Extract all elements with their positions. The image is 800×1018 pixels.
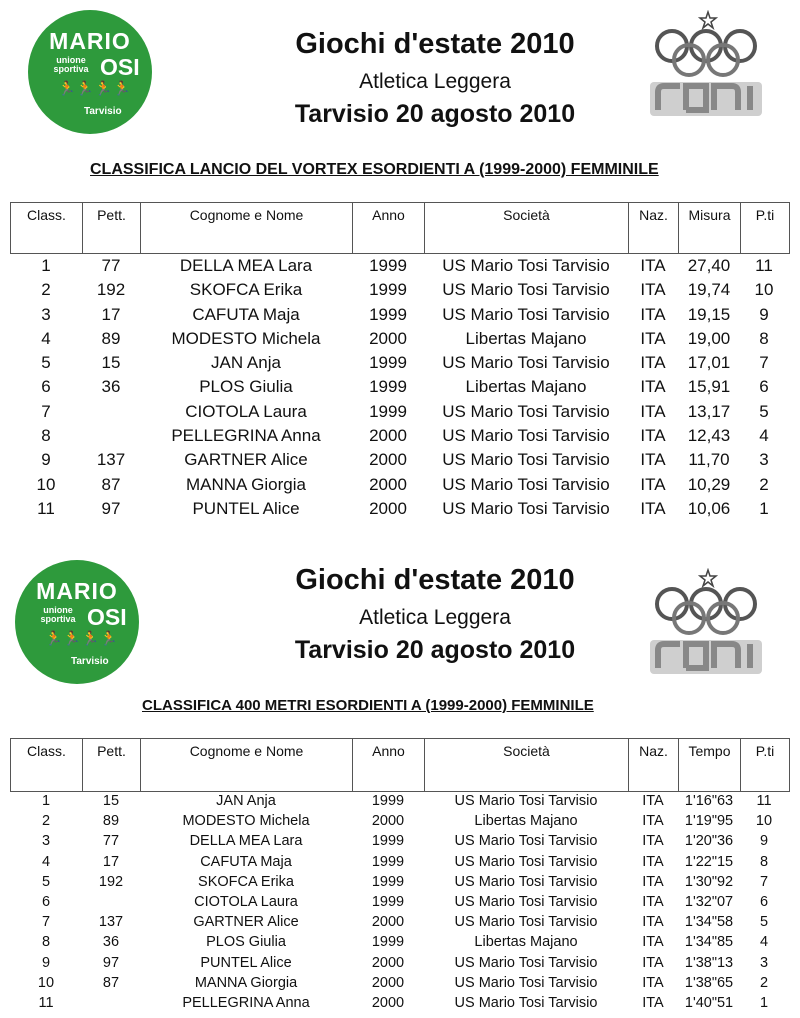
cell-bib: 137 — [96, 450, 126, 470]
cell-birth-year: 1999 — [371, 793, 405, 809]
cell-athlete-name: GARTNER Alice — [184, 450, 308, 470]
cell-athlete-name: JAN Anja — [216, 793, 276, 809]
cell-result: 10,29 — [687, 474, 731, 494]
col-header-name: Cognome e Nome — [141, 739, 353, 791]
event-subtitle: Atletica Leggera — [359, 70, 511, 93]
cell-nation: ITA — [640, 450, 666, 470]
table-row — [10, 932, 788, 952]
table-row — [10, 303, 788, 327]
cell-rank: 2 — [41, 813, 51, 830]
cell-nation: ITA — [642, 974, 664, 991]
cell-points: 10 — [755, 813, 773, 830]
cell-points: 1 — [759, 498, 769, 518]
table-row — [10, 327, 788, 351]
cell-points: 4 — [759, 426, 769, 446]
cell-bib: 15 — [102, 793, 120, 809]
cell-points: 8 — [759, 328, 769, 348]
cell-result: 1'22"15 — [684, 853, 734, 870]
runners-icon: 🏃🏃🏃🏃 — [58, 80, 132, 96]
cell-club: US Mario Tosi Tarvisio — [454, 914, 598, 931]
table-row — [10, 872, 788, 892]
cell-result: 19,00 — [687, 328, 731, 348]
cell-result: 27,40 — [687, 256, 731, 275]
cell-nation: ITA — [640, 328, 666, 348]
cell-club: US Mario Tosi Tarvisio — [454, 853, 598, 870]
cell-athlete-name: JAN Anja — [211, 353, 281, 373]
club-logo-subtitle: unione sportiva — [53, 55, 89, 74]
cell-bib: 36 — [101, 377, 121, 397]
club-logo-town: Tarvisio — [84, 106, 122, 117]
cell-nation: ITA — [640, 256, 666, 275]
cell-nation: ITA — [640, 426, 666, 446]
cell-rank: 3 — [41, 833, 51, 850]
cell-athlete-name: MODESTO Michela — [182, 813, 310, 830]
cell-points: 6 — [759, 377, 769, 397]
cell-birth-year: 1999 — [371, 833, 405, 850]
cell-rank: 6 — [41, 377, 51, 397]
table-row — [10, 497, 788, 521]
cell-nation: ITA — [642, 954, 664, 971]
cell-points: 7 — [759, 873, 769, 890]
cell-club: US Mario Tosi Tarvisio — [442, 450, 610, 470]
cell-result: 1'34"58 — [684, 914, 734, 931]
col-header-nation: Naz. — [629, 739, 679, 791]
results-table-body — [10, 254, 788, 521]
club-logo-tosi: OSI — [100, 54, 140, 80]
cell-birth-year: 1999 — [369, 401, 407, 421]
cell-bib — [82, 993, 140, 1013]
cell-nation: ITA — [642, 873, 664, 890]
cell-points: 11 — [756, 793, 772, 809]
club-logo-tosi: OSI — [87, 604, 127, 630]
cell-points: 10 — [754, 280, 774, 300]
table-row — [10, 473, 788, 497]
cell-club: US Mario Tosi Tarvisio — [442, 304, 610, 324]
cell-rank: 10 — [37, 974, 55, 991]
cell-bib: 36 — [102, 934, 120, 951]
coni-logo-icon — [646, 10, 766, 120]
club-logo-town: Tarvisio — [71, 656, 109, 667]
club-logo-mario: MARIO — [36, 578, 118, 604]
cell-bib: 192 — [96, 280, 126, 300]
cell-athlete-name: PLOS Giulia — [199, 377, 293, 397]
cell-points: 9 — [759, 833, 769, 850]
cell-points: 1 — [759, 994, 769, 1011]
cell-club: US Mario Tosi Tarvisio — [454, 873, 598, 890]
table-row — [10, 953, 788, 973]
table-row — [10, 892, 788, 912]
cell-nation: ITA — [642, 914, 664, 931]
cell-points: 9 — [759, 304, 769, 324]
cell-birth-year: 1999 — [369, 304, 407, 324]
coni-logo-icon — [646, 568, 766, 678]
cell-bib — [82, 400, 140, 424]
cell-birth-year: 2000 — [369, 328, 407, 348]
cell-birth-year: 2000 — [369, 426, 407, 446]
cell-athlete-name: CAFUTA Maja — [200, 853, 292, 870]
cell-birth-year: 2000 — [369, 450, 407, 470]
col-header-name: Cognome e Nome — [141, 203, 353, 253]
cell-nation: ITA — [640, 401, 666, 421]
cell-bib — [82, 424, 140, 448]
cell-club: US Mario Tosi Tarvisio — [454, 974, 598, 991]
cell-result: 19,15 — [687, 304, 731, 324]
cell-club: US Mario Tosi Tarvisio — [454, 893, 598, 910]
cell-club: US Mario Tosi Tarvisio — [454, 833, 598, 850]
cell-bib: 15 — [101, 353, 121, 373]
cell-result: 1'40"51 — [684, 994, 734, 1011]
cell-club: US Mario Tosi Tarvisio — [454, 793, 598, 809]
cell-result: 17,01 — [687, 353, 731, 373]
cell-rank: 11 — [37, 498, 55, 518]
cell-birth-year: 2000 — [371, 954, 405, 971]
cell-bib: 77 — [101, 256, 121, 275]
cell-rank: 1 — [41, 256, 51, 275]
cell-birth-year: 1999 — [369, 377, 407, 397]
cell-bib: 17 — [102, 853, 120, 870]
cell-birth-year: 2000 — [371, 994, 405, 1011]
cell-bib: 17 — [101, 304, 121, 324]
ranking-title: CLASSIFICA LANCIO DEL VORTEX ESORDIENTI A (1999-2000) FEMMINILE — [90, 161, 659, 178]
cell-nation: ITA — [640, 377, 666, 397]
table-header — [10, 202, 790, 254]
cell-result: 1'19"95 — [684, 813, 734, 830]
cell-athlete-name: DELLA MEA Lara — [189, 833, 303, 850]
cell-result: 19,74 — [687, 280, 731, 300]
cell-result: 1'38"13 — [684, 954, 734, 971]
table-header — [10, 738, 790, 792]
cell-rank: 5 — [41, 353, 51, 373]
cell-rank: 5 — [41, 873, 51, 890]
cell-birth-year: 1999 — [371, 934, 405, 951]
col-header-nation: Naz. — [629, 203, 679, 253]
cell-athlete-name: SKOFCA Erika — [189, 280, 303, 300]
results-table-body — [10, 791, 788, 1013]
cell-result: 1'34"85 — [684, 934, 734, 951]
cell-rank: 2 — [41, 280, 51, 300]
cell-club: US Mario Tosi Tarvisio — [442, 474, 610, 494]
col-header-time: Tempo — [679, 739, 741, 791]
col-header-year: Anno — [353, 203, 425, 253]
col-header-club: Società — [425, 203, 629, 253]
cell-athlete-name: CIOTOLA Laura — [194, 893, 298, 910]
cell-rank: 6 — [41, 893, 51, 910]
cell-points: 4 — [759, 934, 769, 951]
cell-points: 11 — [755, 256, 773, 275]
table-row — [10, 278, 788, 302]
col-header-bib: Pett. — [83, 739, 141, 791]
cell-points: 3 — [759, 450, 769, 470]
cell-athlete-name: MANNA Giorgia — [194, 974, 298, 991]
cell-club: US Mario Tosi Tarvisio — [454, 954, 598, 971]
cell-birth-year: 1999 — [371, 893, 405, 910]
cell-athlete-name: PLOS Giulia — [206, 934, 286, 951]
cell-club: US Mario Tosi Tarvisio — [442, 280, 610, 300]
table-row — [10, 811, 788, 831]
cell-nation: ITA — [642, 934, 664, 951]
cell-birth-year: 1999 — [369, 353, 407, 373]
cell-rank: 9 — [41, 954, 51, 971]
cell-club: US Mario Tosi Tarvisio — [442, 426, 610, 446]
cell-result: 15,91 — [687, 377, 731, 397]
cell-result: 1'38"65 — [684, 974, 734, 991]
cell-club: Libertas Majano — [474, 934, 578, 951]
cell-bib: 77 — [102, 833, 120, 850]
cell-bib — [82, 892, 140, 912]
table-row — [10, 375, 788, 399]
table-row — [10, 400, 788, 424]
cell-birth-year: 1999 — [371, 853, 405, 870]
table-row — [10, 791, 788, 811]
cell-athlete-name: PELLEGRINA Anna — [182, 994, 310, 1011]
cell-nation: ITA — [642, 793, 664, 809]
cell-bib: 137 — [98, 914, 124, 931]
col-header-bib: Pett. — [83, 203, 141, 253]
cell-club: Libertas Majano — [474, 813, 578, 830]
table-row — [10, 852, 788, 872]
cell-club: Libertas Majano — [465, 328, 587, 348]
cell-points: 2 — [759, 974, 769, 991]
cell-rank: 3 — [41, 304, 51, 324]
cell-nation: ITA — [640, 353, 666, 373]
cell-athlete-name: GARTNER Alice — [193, 914, 299, 931]
cell-club: US Mario Tosi Tarvisio — [442, 498, 610, 518]
cell-birth-year: 2000 — [371, 974, 405, 991]
club-logo — [15, 560, 139, 684]
cell-birth-year: 1999 — [369, 256, 407, 275]
cell-birth-year: 1999 — [371, 873, 405, 890]
cell-club: US Mario Tosi Tarvisio — [454, 994, 598, 1011]
cell-nation: ITA — [640, 474, 666, 494]
cell-club: US Mario Tosi Tarvisio — [442, 353, 610, 373]
cell-nation: ITA — [642, 813, 664, 830]
cell-result: 13,17 — [687, 401, 731, 421]
cell-rank: 8 — [41, 426, 51, 446]
ranking-title: CLASSIFICA 400 METRI ESORDIENTI A (1999-2000) FEMMINILE — [142, 697, 594, 714]
col-header-class: Class. — [11, 203, 83, 253]
cell-athlete-name: CAFUTA Maja — [192, 304, 300, 324]
event-title: Giochi d'estate 2010 — [295, 564, 575, 596]
cell-birth-year: 1999 — [369, 280, 407, 300]
cell-athlete-name: CIOTOLA Laura — [185, 401, 307, 421]
cell-bib: 97 — [102, 954, 120, 971]
event-date: Tarvisio 20 agosto 2010 — [294, 636, 576, 664]
cell-rank: 9 — [41, 450, 51, 470]
cell-result: 1'32"07 — [684, 893, 734, 910]
table-row — [10, 351, 788, 375]
event-title: Giochi d'estate 2010 — [295, 28, 575, 60]
cell-points: 7 — [759, 353, 769, 373]
cell-bib: 87 — [101, 474, 121, 494]
cell-nation: ITA — [642, 994, 664, 1011]
cell-points: 5 — [759, 914, 769, 931]
cell-result: 1'16"63 — [684, 793, 734, 809]
table-row — [10, 831, 788, 851]
club-logo-subtitle: unione sportiva — [40, 605, 76, 624]
cell-result: 11,70 — [688, 450, 730, 470]
table-row — [10, 912, 788, 932]
cell-rank: 8 — [41, 934, 51, 951]
cell-rank: 1 — [41, 793, 51, 809]
table-row — [10, 973, 788, 993]
cell-points: 5 — [759, 401, 769, 421]
cell-nation: ITA — [640, 304, 666, 324]
cell-athlete-name: SKOFCA Erika — [198, 873, 294, 890]
cell-nation: ITA — [640, 280, 666, 300]
cell-rank: 4 — [41, 853, 51, 870]
club-logo — [28, 10, 152, 134]
cell-points: 8 — [759, 853, 769, 870]
cell-nation: ITA — [642, 853, 664, 870]
cell-bib: 89 — [102, 813, 120, 830]
col-header-points: P.ti — [755, 207, 775, 223]
cell-rank: 4 — [41, 328, 51, 348]
event-date: Tarvisio 20 agosto 2010 — [294, 100, 576, 128]
cell-result: 1'30"92 — [684, 873, 734, 890]
table-row — [10, 254, 788, 278]
cell-athlete-name: MANNA Giorgia — [186, 474, 306, 494]
table-row — [10, 993, 788, 1013]
col-header-class: Class. — [11, 739, 83, 791]
cell-rank: 10 — [36, 474, 56, 494]
cell-rank: 11 — [38, 994, 54, 1011]
cell-points: 3 — [759, 954, 769, 971]
table-row — [10, 424, 788, 448]
runners-icon: 🏃🏃🏃🏃 — [45, 630, 119, 646]
cell-athlete-name: PUNTEL Alice — [192, 498, 300, 518]
cell-club: US Mario Tosi Tarvisio — [442, 256, 610, 275]
cell-bib: 87 — [102, 974, 120, 991]
col-header-points: P.ti — [755, 743, 775, 759]
cell-nation: ITA — [640, 498, 666, 518]
cell-result: 10,06 — [687, 498, 731, 518]
col-header-measure: Misura — [679, 203, 741, 253]
cell-club: Libertas Majano — [465, 377, 587, 397]
cell-athlete-name: PUNTEL Alice — [200, 954, 292, 971]
cell-rank: 7 — [41, 401, 51, 421]
col-header-club: Società — [425, 739, 629, 791]
table-row — [10, 448, 788, 472]
cell-nation: ITA — [642, 833, 664, 850]
cell-birth-year: 2000 — [371, 813, 405, 830]
cell-result: 12,43 — [687, 426, 731, 446]
cell-bib: 97 — [101, 498, 121, 518]
event-subtitle: Atletica Leggera — [359, 606, 511, 629]
cell-rank: 7 — [41, 914, 51, 931]
col-header-year: Anno — [353, 739, 425, 791]
cell-bib: 192 — [98, 873, 124, 890]
cell-athlete-name: DELLA MEA Lara — [179, 256, 313, 275]
results-sheet-400m — [0, 540, 800, 1018]
club-logo-mario: MARIO — [49, 28, 131, 54]
cell-athlete-name: MODESTO Michela — [171, 328, 321, 348]
cell-bib: 89 — [101, 328, 121, 348]
cell-result: 1'20"36 — [684, 833, 734, 850]
cell-points: 2 — [759, 474, 769, 494]
cell-points: 6 — [759, 893, 769, 910]
cell-birth-year: 2000 — [371, 914, 405, 931]
cell-birth-year: 2000 — [369, 498, 407, 518]
cell-club: US Mario Tosi Tarvisio — [442, 401, 610, 421]
cell-athlete-name: PELLEGRINA Anna — [171, 426, 321, 446]
cell-nation: ITA — [642, 893, 664, 910]
cell-birth-year: 2000 — [369, 474, 407, 494]
